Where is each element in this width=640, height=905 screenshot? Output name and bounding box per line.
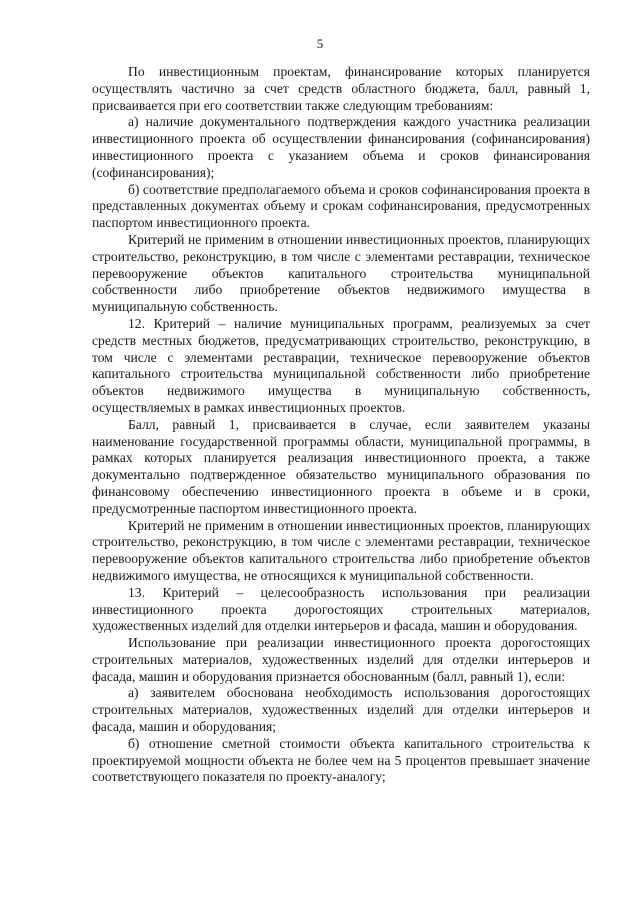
paragraph-9: Использование при реализации инвестиционного проекта дорогостоящих строительных материалов, художественных изделий для отделки интерьеров и фасада, машин и оборудования признается обоснованным (балл, равный 1), если: xyxy=(92,635,590,684)
paragraph-10: а) заявителем обоснована необходимость использования дорогостоящих строительных материалов, художественных изделий для отделки интерьеров и фасада, машин и оборудования; xyxy=(92,685,590,735)
paragraph-8: 13. Критерий – целесообразность использования при реализации инвестиционного проекта дорогостоящих строительных материалов, художественных изделий для отделки интерьеров и фасада, машин и оборудования. xyxy=(92,584,590,634)
paragraph-1: По инвестиционным проектам, финансирование которых планируется осуществлять частично за счет средств областного бюджета, балл, равный 1, присваивается при его соответствии также следующим требованиям: xyxy=(92,64,590,113)
document-body xyxy=(92,64,590,786)
paragraph-7: Критерий не применим в отношении инвестиционных проектов, планирующих строительство, реконструкцию, в том числе с элементами реставрации, техническое перевооружение объектов капитального строительства либо приобретение объектов недвижимого имущества, не относящихся к муниципальной собственности. xyxy=(92,517,590,583)
paragraph-6: Балл, равный 1, присваивается в случае, если заявителем указаны наименование государственной программы области, муниципальной программы, в рамках которых планируется реализация инвестиционного проекта, а также документально подтвержденное обязательство муниципального образования по финансовому обеспечению инвестиционного проекта в объеме и в сроки, предусмотренные паспортом инвестиционного проекта. xyxy=(92,416,590,516)
paragraph-2: а) наличие документального подтверждения каждого участника реализации инвестиционного проекта об осуществлении финансирования (софинансирования) инвестиционного проекта с указанием объема и сроков финансирования (софинансирования); xyxy=(92,114,590,180)
paragraph-11: б) отношение сметной стоимости объекта капитального строительства к проектируемой мощности объекта не более чем на 5 процентов превышает значение соответствующего показателя по проекту-аналогу; xyxy=(92,735,590,785)
paragraph-4: Критерий не применим в отношении инвестиционных проектов, планирующих строительство, реконструкцию, в том числе с элементами реставрации, техническое перевооружение объектов капитального строительства муниципальной собственности либо приобретение объектов недвижимого имущества в муниципальную собственность. xyxy=(92,231,590,315)
paragraph-5: 12. Критерий – наличие муниципальных программ, реализуемых за счет средств местных бюджетов, предусматривающих строительство, реконструкцию, в том числе с элементами реставрации, техническое перевооружение объектов капитального строительства муниципальной собственности либо приобретение объектов недвижимого имущества в муниципальную собственность, осуществляемых в рамках инвестиционных проектов. xyxy=(92,315,590,415)
paragraph-3: б) соответствие предполагаемого объема и сроков софинансирования проекта в представленных документах объему и срокам софинансирования, предусмотренных паспортом инвестиционного проекта. xyxy=(92,181,590,231)
page-number: 5 xyxy=(316,36,324,51)
